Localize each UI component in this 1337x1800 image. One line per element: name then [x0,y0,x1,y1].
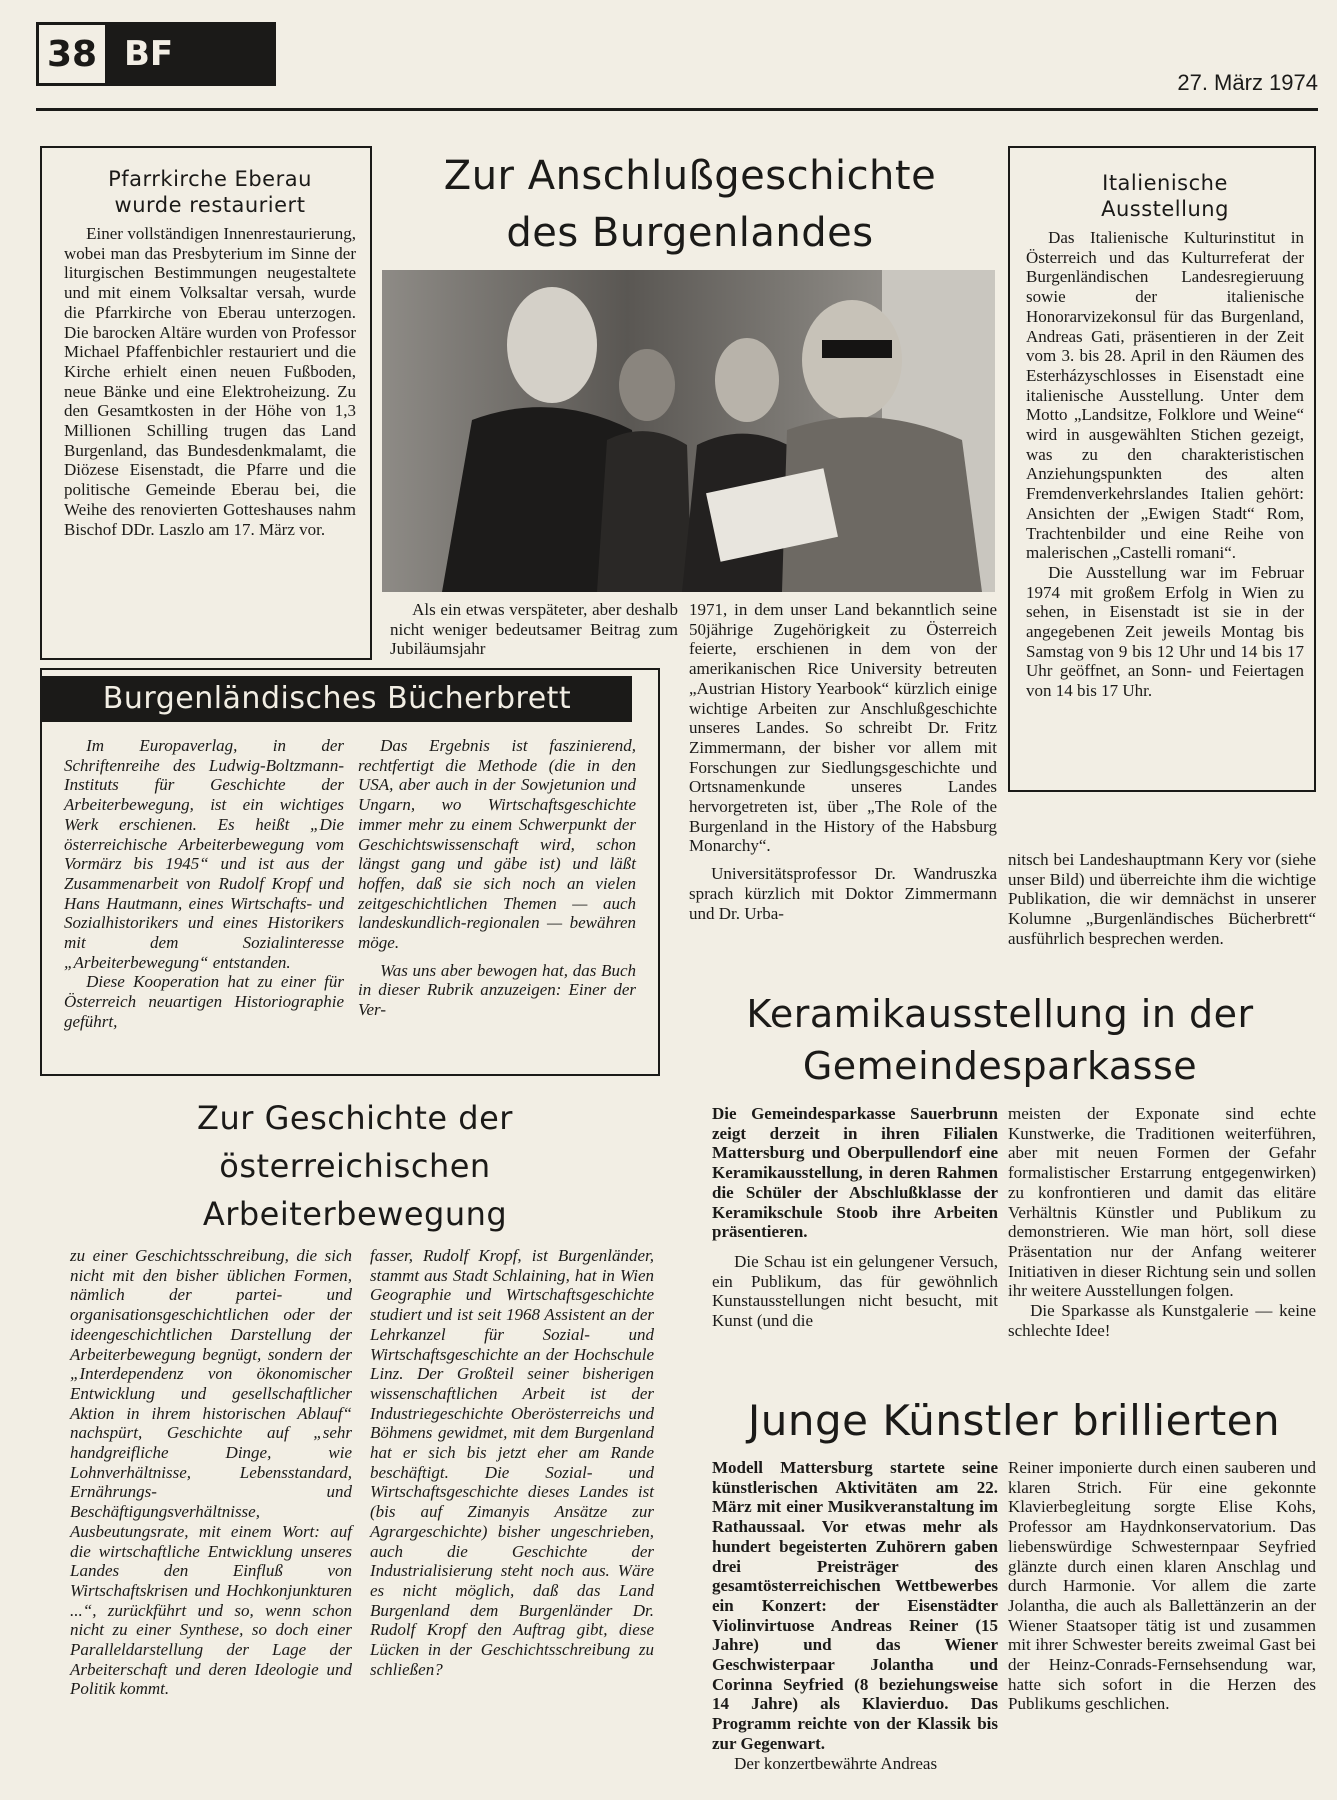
paragraph: Das Ergebnis ist faszinierend, rechtfertigt die Methode (die in den USA, aber auch in der Sowjetunion und Ungarn, wo Wirtschaftsgeschichte immer mehr zu einem Schwerpunkt der Geschichtswissenschaft wird, schon längst gang und gäbe ist) und läßt hoffen, daß sie sich noch an vielen zeitgeschichtlichen Themen — auch landeskundlich-regionalen — bewähren möge. [358,736,636,953]
arbeiter-col2 [370,1246,654,1679]
page-number: 38 [36,22,108,86]
issue-date: 27. März 1974 [1177,70,1318,95]
anschluss-col2 [689,600,997,923]
headline-arbeiterbewegung: Zur Geschichte der österreichischen Arbeiterbewegung [197,1099,513,1233]
paragraph: Der konzertbewährte Andreas [734,1753,938,1773]
arbeiter-col1 [70,1246,352,1699]
paragraph: Universitätsprofessor Dr. Wandruszka sprach kürzlich mit Doktor Zimmermann und Dr. Urba- [689,864,997,923]
headline-junge-kuenstler: Junge Künstler brillierten [747,1396,1281,1445]
paragraph: meisten der Exponate sind echte Kunstwerke, die Traditionen weiterführen, aber mit neuen Formen der Gefahr formalistischer Erstarrung entgegenwirken) zu konfrontieren und damit das elitäre Verhältnis Künstler und Publikum zu demonstrieren. Wie man hört, soll diese Präsentation nur der Anfang weiterer Initiativen in dieser Richtung sein und sollen ihr weitere Ausstellungen folgen. [1008,1104,1316,1301]
news-photo [382,270,995,592]
section-label: BF [108,22,276,86]
article-buecherbrett [40,668,660,1076]
paragraph: Die Gemeindesparkasse Sauerbrunn zeigt derzeit in ihren Filialen Mattersburg und Oberpullendorf eine Keramikausstellung, in deren Rahmen die Schüler der Abschlußklasse der Keramikschule Stoob ihre Arbeiten präsentieren. [712,1104,998,1242]
paragraph: zu einer Geschichtsschreibung, die sich nicht mit den bisher üblichen Formen, nämlich der partei- und organisationsgeschichtlichen oder der ideengeschichtlichen Darstellung der Arbeiterbewegung begnügt, sondern der „Interdependenz von ökonomischer Entwicklung und gesellschaftlicher Aktion in ihrem historischen Ablauf“ nachspürt, Geschichte auf „sehr handgreifliche Dinge, wie Lohnverhältnisse, Lebensstandard, Ernährungs- und Beschäftigungsverhältnisse, Ausbeutungsrate, mit einem Wort: auf die wirtschaftliche Entwicklung unseres Landes den Einfluß von Wirtschaftskrisen und Hochkonjunkturen ...“, zurückführt und so, wenn schon nicht zu einer Synthese, so doch einer Paralleldarstellung der Lage der Arbeiterschaft und deren Ideologie und Politik kommt. [70,1246,352,1699]
article-eberau [40,146,372,660]
paragraph: Die Sparkasse als Kunstgalerie — keine schlechte Idee! [1008,1301,1316,1340]
headline-keramik: Keramikausstellung in der Gemeindesparkasse [746,992,1254,1088]
buecherbrett-col2 [358,736,636,1032]
buecherbrett-columns [42,722,658,1042]
paragraph: fasser, Rudolf Kropf, ist Burgenländer, stammt aus Stadt Schlaining, hat in Wien Geographie und Wirtschaftsgeschichte studiert und ist seit 1968 Assistent an der Lehrkanzel für Sozial- und Wirtschaftsgeschichte an der Hochschule Linz. Der Großteil seiner bisherigen wissenschaftlichen Arbeit ist der Industriegeschichte Oberösterreichs und Böhmens gewidmet, mit dem Burgenland hat er sich bis jetzt eher am Rande beschäftigt. Die Sozial- und Wirtschaftsgeschichte dieses Landes ist (bis auf Zimanyis Ansätze zur Agrargeschichte) bisher ungeschrieben, auch die Geschichte der Industrialisierung steht noch aus. Wäre es nicht möglich, daß das Land Burgenland dem Burgenländer Dr. Rudolf Kropf den Auftrag gibt, diese Lücken in der Geschichtsschreibung zu schließen? [370,1246,654,1679]
paragraph: Einer vollständigen Innenrestaurierung, wobei man das Presbyterium im Sinne der liturgischen Bestimmungen neugestaltete und mit einem Volksaltar versah, wurde die Pfarrkirche von Eberau unterzogen. Die barocken Altäre wurden von Professor Michael Pfaffenbichler restauriert und die Kirche erhielt einen neuen Fußboden, neue Bänke und eine Elektroheizung. Zu den Gesamtkosten in der Höhe von 1,3 Millionen Schilling trugen das Land Burgenland, das Bundesdenkmalamt, die Diözese Eisenstadt, die Pfarre und die politische Gemeinde Eberau bei, die Weihe des renovierten Gotteshauses nahm Bischof DDr. Laszlo am 17. März vor. [64,224,356,539]
keramik-col1 [712,1104,998,1331]
article-body [64,224,356,539]
paragraph: 1971, in dem unser Land bekanntlich seine 50jährige Zugehörigkeit zu Österreich feierte, erschienen in dem von der amerikanischen Rice University betreuten „Austrian History Yearbook“ kürzlich einige wichtige Arbeiten zur Anschlußgeschichte unseres Landes. So schreibt Dr. Fritz Zimmermann, der bisher vor allem mit Forschungen zur Siedlungsgeschichte und Ortsnamenkunde unseres Landes hervorgetreten ist, über „The Role of the Burgenland in the History of the Habsburg Monarchy“. [689,600,997,856]
paragraph: Als ein etwas verspäteter, aber deshalb nicht weniger bedeutsamer Beitrag zum Jubiläumsjahr [390,600,678,659]
paragraph: Das Italienische Kulturinstitut in Österreich und das Kulturreferat der Burgenländischen Landesregieruung sowie der italienische Honorarvizekonsul für das Burgenland, Andreas Gati, präsentieren in der Zeit vom 3. bis 28. April in den Räumen des Esterházyschlosses in Eisenstadt eine italienische Ausstellung. Unter dem Motto „Landsitze, Folklore und Weine“ wird in ausgewählten Stichen gezeigt, was zu den charakteristischen Anziehungspunkten des alten Fremdenverkehrslandes Italien gehört: Ansichten der „Ewigen Stadt“ Rom, Trachtenbilder und eine Reihe von malerischen „Castelli romani“. [1026,228,1304,563]
anschluss-col1 [390,600,678,659]
article-title: Pfarrkirche Eberau wurde restauriert [108,167,312,217]
header-rule [36,108,1318,111]
column-title-bar: Burgenländisches Bücherbrett [42,676,632,722]
paragraph: Die Ausstellung war im Februar 1974 mit großem Erfolg in Wien zu sehen, in Eisenstadt ist sie in der angegebenen Zeit jeweils Montag bis Samstag von 9 bis 12 Uhr und 14 bis 17 Uhr geöffnet, an Sonn- und Feiertagen von 14 bis 17 Uhr. [1026,562,1304,701]
keramik-col2 [1008,1104,1316,1340]
photo-men-reviewing-document [382,270,995,592]
paragraph: nitsch bei Landeshauptmann Kery vor (siehe unser Bild) und überreichte ihm die wichtige Publikation, die wir demnächst in unserer Kolumne „Burgenländisches Bücherbrett“ ausführlich besprechen werden. [1008,850,1316,948]
paragraph: Modell Mattersburg startete seine künstlerischen Aktivitäten am 22. März mit einer Musikveranstaltung im Rathaussaal. Vor etwas mehr als hundert begeisterten Zuhörern gaben drei Preisträger des gesamtösterreichischen Wettbewerbes ein Konzert: der Eisenstädter Violinvirtuose Andreas Reiner (15 Jahre) und das Wiener Geschwisterpaar Jolantha und Corinna Seyfried (8 beziehungsweise 14 Jahre) als Klavierduo. Das Programm reichte von der Klassik bis zur Gegenwart. [712,1458,998,1753]
paragraph: Die Schau ist ein gelungener Versuch, ein Publikum, das für gewöhnlich Kunstausstellungen nicht besucht, mit Kunst (und die [712,1251,998,1331]
buecherbrett-col1 [64,736,344,1032]
paragraph: Diese Kooperation hat zu einer für Österreich neuartigen Historiographie geführt, [64,972,344,1031]
article-body [1026,228,1304,701]
article-italien [1008,146,1316,792]
paragraph: Im Europaverlag, in der Schriftenreihe des Ludwig-Boltzmann-Instituts für Geschichte der Arbeiterbewegung, ist ein wichtiges Werk erschienen. Es heißt „Die österreichische Arbeiterbewegung vom Vormärz bis 1945“ und ist aus der Zusammenarbeit von Rudolf Kropf und Hans Hautmann, eines Wirtschafts- und Sozialhistorikers und eines Historikers mit dem Sozialinteresse „Arbeiterbewegung“ entstanden. [64,736,344,972]
paragraph: Was uns aber bewogen hat, das Buch in dieser Rubrik anzuzeigen: Einer der Ver- [358,960,636,1020]
article-title: Italienische Ausstellung [1101,171,1229,221]
headline-anschluss: Zur Anschlußgeschichte des Burgenlandes [443,153,937,256]
anschluss-col3 [1008,850,1316,949]
paragraph: Reiner imponierte durch einen sauberen und klaren Strich. Für eine gekonnte Klavierbegleitung sorgte Elise Kohs, Professor am Haydnkonservatorium. Das liebenswürdige Schwesternpaar Seyfried glänzte durch einen klaren Anschlag und durch Harmonie. Vor allem die zarte Jolantha, die auch als Ballettänzerin an der Wiener Staatsoper tätig ist und zusammen mit ihrer Schwester bereits zweimal Gast bei der Heinz-Conrads-Fernsehsendung war, hatte sich sofort in die Herzen des Publikums geschlichen. [1008,1458,1316,1714]
junge-col2 [1008,1458,1316,1714]
junge-col1 [712,1458,998,1773]
